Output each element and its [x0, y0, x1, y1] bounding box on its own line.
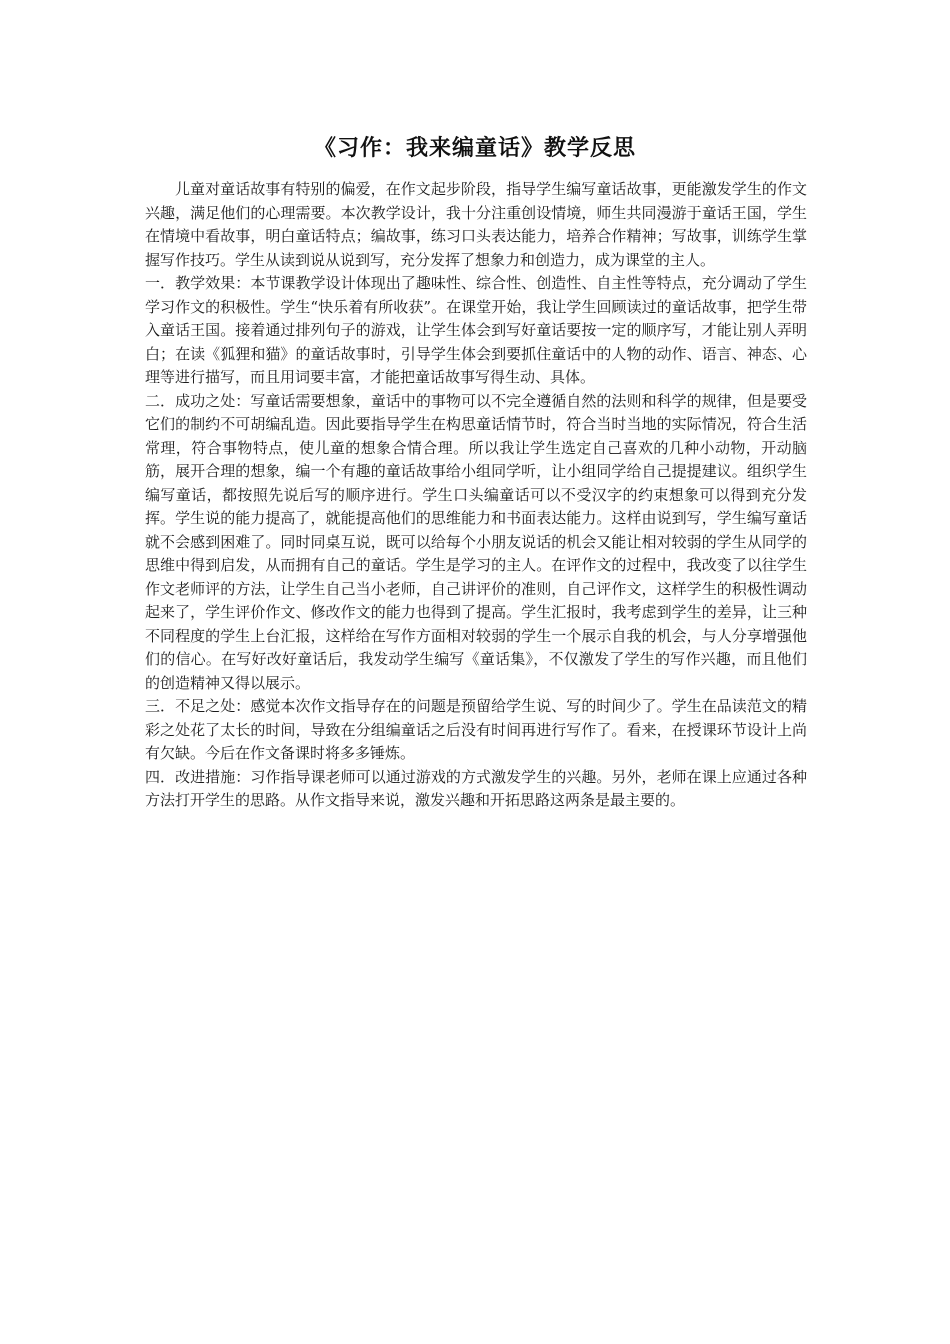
section-improvements: 四．改进措施：习作指导课老师可以通过游戏的方式激发学生的兴趣。另外，老师在课上应通过各种方法打开学生的思路。从作文指导来说，激发兴趣和开拓思路这两条是最主要的。 — [145, 767, 807, 809]
section-shortcomings: 三．不足之处：感觉本次作文指导存在的问题是预留给学生说、写的时间少了。学生在品读范文的精彩之处花了太长的时间，导致在分组编童话之后没有时间再进行写作了。看来，在授课环节设计上尚有欠缺。今后在作文备课时将多多锤炼。 — [145, 697, 807, 762]
intro-paragraph: 儿童对童话故事有特别的偏爱，在作文起步阶段，指导学生编写童话故事，更能激发学生的作文兴趣，满足他们的心理需要。本次教学设计，我十分注重创设情境，师生共同漫游于童话王国，学生在情境中看故事，明白童话特点；编故事，练习口头表达能力，培养合作精神；写故事，训练学生掌握写作技巧。学生从读到说从说到写，充分发挥了想象力和创造力，成为课堂的主人。 — [145, 180, 807, 269]
section-teaching-effect: 一．教学效果：本节课教学设计体现出了趣味性、综合性、创造性、自主性等特点，充分调动了学生学习作文的积极性。学生“快乐着有所收获”。在课堂开始，我让学生回顾读过的童话故事，把学生带入童话王国。接着通过排列句子的游戏，让学生体会到写好童话要按一定的顺序写，才能让别人弄明白；在读《狐狸和猫》的童话故事时，引导学生体会到要抓住童话中的人物的动作、语言、神态、心理等进行描写，而且用词要丰富，才能把童话故事写得生动、具体。 — [145, 274, 807, 386]
document-body — [145, 178, 807, 813]
section-successes: 二．成功之处：写童话需要想象，童话中的事物可以不完全遵循自然的法则和科学的规律，但是要受它们的制约不可胡编乱造。因此要指导学生在构思童话情节时，符合当时当地的实际情况，符合生活常理，符合事物特点，使儿童的想象合情合理。所以我让学生选定自己喜欢的几种小动物，开动脑筋，展开合理的想象，编一个有趣的童话故事给小组同学听，让小组同学给自己提提建议。组织学生编写童话，都按照先说后写的顺序进行。学生口头编童话可以不受汉字的约束想象可以得到充分发挥。学生说的能力提高了，就能提高他们的思维能力和书面表达能力。这样由说到写，学生编写童话就不会感到困难了。同时同桌互说，既可以给每个小朋友说话的机会又能让相对较弱的学生从同学的思维中得到启发，从而拥有自己的童话。学生是学习的主人。在评作文的过程中，我改变了以往学生作文老师评的方法，让学生自己当小老师，自己讲评价的准则，自己评作文，这样学生的积极性调动起来了，学生评价作文、修改作文的能力也得到了提高。学生汇报时，我考虑到学生的差异，让三种不同程度的学生上台汇报，这样给在写作方面相对较弱的学生一个展示自我的机会，与人分享增强他们的信心。在写好改好童话后，我发动学生编写《童话集》，不仅激发了学生的写作兴趣，而且他们的创造精神又得以展示。 — [145, 391, 807, 692]
document-title: 《习作：我来编童话》教学反思 — [313, 136, 636, 161]
